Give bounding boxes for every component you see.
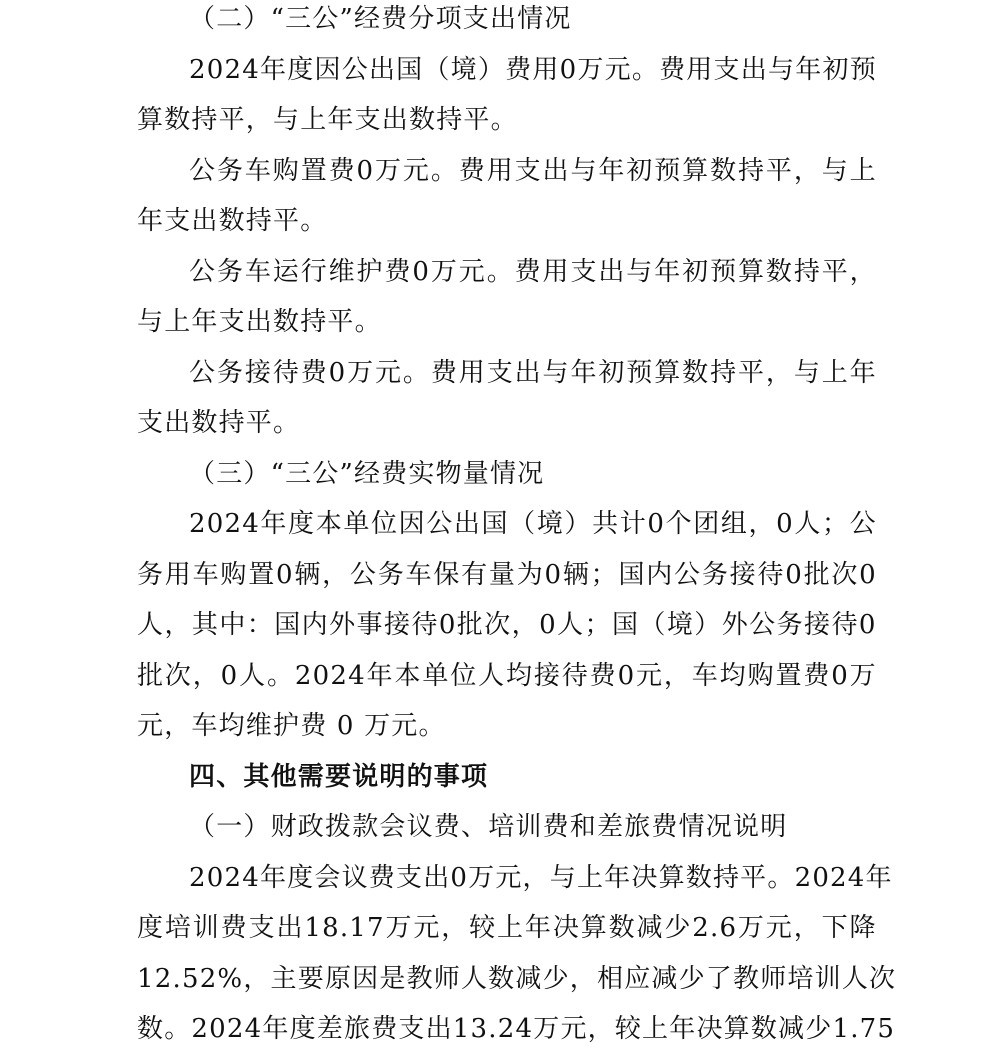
- paragraph-line: 度 培 训 费 支 出 18.17 万 元 ， 较 上 年 决 算 数 减 少 2.6 万 元 ， 下 降: [137, 913, 877, 943]
- paragraph-line: 与上年支出数持平。: [137, 307, 382, 337]
- paragraph-line: 12.52% ， 主 要 原 因 是 教 师 人 数 减 少 ， 相 应 减 少 了 教 师 培 训 人 次: [137, 963, 897, 994]
- section-heading-three-public-physical: （三）“三公”经费实物量情况: [189, 458, 545, 489]
- paragraph-line: 数 。 2024 年 度 差 旅 费 支 出 13.24 万 元 ， 较 上 年 决 算 数 减 少 1.75: [137, 1014, 896, 1044]
- section-heading-other-matters: 四、其他需要说明的事项: [189, 761, 489, 792]
- paragraph-line: 2024 年 度 本 单 位 因 公 出 国 （ 境 ） 共 计 0 个 团 组 ， 0 人 ； 公: [189, 509, 877, 539]
- section-heading-three-public-itemized: （二）“三公”经费分项支出情况: [189, 4, 572, 34]
- paragraph-line: 公 务 车 购 置 费 0 万 元 。 费 用 支 出 与 年 初 预 算 数 持 平 ， 与 上: [189, 155, 877, 186]
- paragraph-line: 2024 年 度 因 公 出 国 （ 境 ） 费 用 0 万 元 。 费 用 支 出 与 年 初 预: [189, 54, 877, 85]
- paragraph-line: 元，车均维护费 0 万元。: [137, 711, 446, 741]
- paragraph-line: 批 次 ， 0 人 。 2024 年 本 单 位 人 均 接 待 费 0 元 ， 车 均 购 置 费 0 万: [137, 660, 877, 691]
- paragraph-line: 年支出数持平。: [137, 206, 328, 236]
- paragraph-line: 2024 年 度 会 议 费 支 出 0 万 元 ， 与 上 年 决 算 数 持 平 。 2024 年: [189, 862, 893, 893]
- paragraph-line: 务 用 车 购 置 0 辆 ， 公 务 车 保 有 量 为 0 辆 ； 国 内 公 务 接 待 0 批 次 0: [137, 559, 877, 590]
- paragraph-line: 算数持平，与上年支出数持平。: [137, 105, 518, 135]
- paragraph-line: 公 务 车 运 行 维 护 费 0 万 元 。 费 用 支 出 与 年 初 预 算 数 持 平 ，: [189, 256, 877, 287]
- paragraph-line: 支出数持平。: [137, 408, 301, 438]
- section-heading-meeting-training-travel: （一）财政拨款会议费、培训费和差旅费情况说明: [189, 812, 788, 842]
- document-page: [137, 0, 897, 1055]
- paragraph-line: 公 务 接 待 费 0 万 元 。 费 用 支 出 与 年 初 预 算 数 持 平 ， 与 上 年: [189, 357, 877, 388]
- paragraph-line: 人 ， 其 中 ： 国 内 外 事 接 待 0 批 次 ， 0 人 ； 国 （ 境 ） 外 公 务 接 待 0: [137, 610, 877, 640]
